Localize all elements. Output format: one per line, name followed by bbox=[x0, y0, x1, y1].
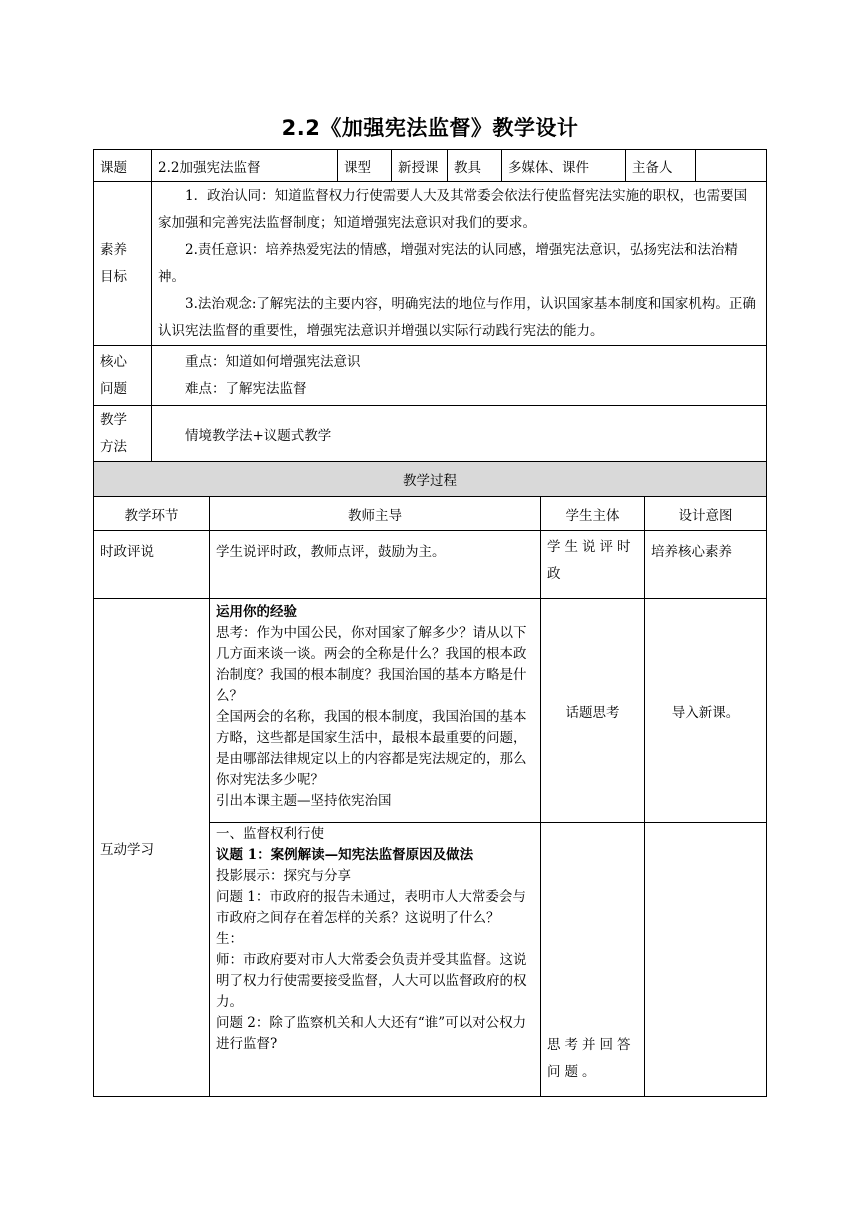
teacher-current-affairs: 学生说评时政，教师点评，鼓励为主。 bbox=[210, 531, 541, 599]
col-header-intent: 设计意图 bbox=[645, 497, 767, 531]
preparer-label: 主备人 bbox=[626, 150, 696, 182]
goals-label-line-1: 素养 bbox=[100, 241, 127, 258]
method-value: 情境教学法+议题式教学 bbox=[152, 406, 767, 462]
type-label: 课型 bbox=[338, 150, 392, 182]
student-block-2: 思考并回答问题。 bbox=[541, 823, 645, 1097]
block1-heading: 运用你的经验 bbox=[216, 604, 297, 620]
method-label-line-2: 方法 bbox=[100, 438, 127, 455]
block2-line-1: 投影展示：探究与分享 bbox=[216, 868, 351, 884]
lesson-info-table bbox=[93, 149, 767, 462]
goals-label bbox=[94, 182, 152, 346]
key-point: 重点：知道如何增强宪法意识 bbox=[185, 353, 361, 370]
goal-item-3: 3.法治观念:了解宪法的主要内容，明确宪法的地位与作用，认识国家基本制度和国家机构。正确认识宪法监督的重要性，增强宪法意识并增强以实际行动践行宪法的能力。 bbox=[158, 295, 756, 339]
col-header-student: 学生主体 bbox=[541, 497, 645, 531]
tools-value: 多媒体、课件 bbox=[502, 150, 626, 182]
intent-current-affairs: 培养核心素养 bbox=[645, 531, 767, 599]
page-title: 2.2《加强宪法监督》教学设计 bbox=[281, 116, 579, 140]
tools-label: 教具 bbox=[448, 150, 502, 182]
block2-line-3: 生： bbox=[216, 931, 243, 947]
col-header-teacher: 教师主导 bbox=[210, 497, 541, 531]
col-header-stage: 教学环节 bbox=[94, 497, 210, 531]
core-label-line-1: 核心 bbox=[100, 353, 127, 370]
process-title: 教学过程 bbox=[94, 462, 767, 497]
method-label bbox=[94, 406, 152, 462]
type-value: 新授课 bbox=[392, 150, 448, 182]
stage-interactive-learning: 互动学习 bbox=[94, 599, 210, 1097]
block1-line-1: 思考：作为中国公民，你对国家了解多少？请从以下几方面来谈一谈。两会的全称是什么？我国的根本政治制度？我国的根本制度？我国治国的基本方略是什么？ bbox=[216, 625, 527, 704]
block2-line-5: 问题 2：除了监察机关和人大还有“谁”可以对公权力进行监督? bbox=[216, 1015, 527, 1052]
core-label-line-2: 问题 bbox=[100, 380, 127, 397]
goals-label-line-2: 目标 bbox=[100, 268, 127, 285]
block2-line-2: 问题 1：市政府的报告未通过，表明市人大常委会与市政府之间存在着怎样的关系？这说明了什么？ bbox=[216, 889, 526, 926]
student-current-affairs: 学生说评时政 bbox=[541, 531, 645, 599]
goal-item-2: 2.责任意识：培养热爱宪法的情感，增强对宪法的认同感，增强宪法意识，弘扬宪法和法治精神。 bbox=[158, 241, 738, 285]
core-content bbox=[152, 346, 767, 406]
block2-heading: 议题 1：案例解读—知宪法监督原因及做法 bbox=[216, 847, 474, 863]
method-label-line-1: 教学 bbox=[100, 411, 127, 428]
core-label bbox=[94, 346, 152, 406]
goal-item-1: 1．政治认同：知道监督权力行使需要人大及其常委会依法行使监督宪法实施的职权，也需要国家加强和完善宪法监督制度；知道增强宪法意识对我们的要求。 bbox=[158, 187, 748, 231]
block2-section: 一、监督权利行使 bbox=[216, 826, 324, 842]
block2-line-4: 师：市政府要对市人大常委会负责并受其监督。这说明了权力行使需要接受监督，人大可以监督政府的权力。 bbox=[216, 952, 527, 1010]
intent-block-1: 导入新课。 bbox=[645, 599, 767, 823]
difficulty-point: 难点：了解宪法监督 bbox=[185, 380, 307, 397]
intent-block-2 bbox=[645, 823, 767, 1097]
teaching-process-table bbox=[93, 461, 767, 1097]
block1-line-3: 引出本课主题—坚持依宪治国 bbox=[216, 793, 392, 809]
topic-value: 2.2加强宪法监督 bbox=[152, 150, 338, 182]
block1-line-2: 全国两会的名称，我国的根本制度，我国治国的基本方略，这些都是国家生活中，最根本最重要的问题，是由哪部法律规定以上的内容都是宪法规定的，那么你对宪法多少呢？ bbox=[216, 709, 527, 788]
preparer-value bbox=[696, 150, 767, 182]
teacher-block-1 bbox=[210, 599, 541, 823]
student-block-1: 话题思考 bbox=[541, 599, 645, 823]
topic-label: 课题 bbox=[94, 150, 152, 182]
goals-content bbox=[152, 182, 767, 346]
teacher-block-2 bbox=[210, 823, 541, 1097]
stage-current-affairs: 时政评说 bbox=[94, 531, 210, 599]
